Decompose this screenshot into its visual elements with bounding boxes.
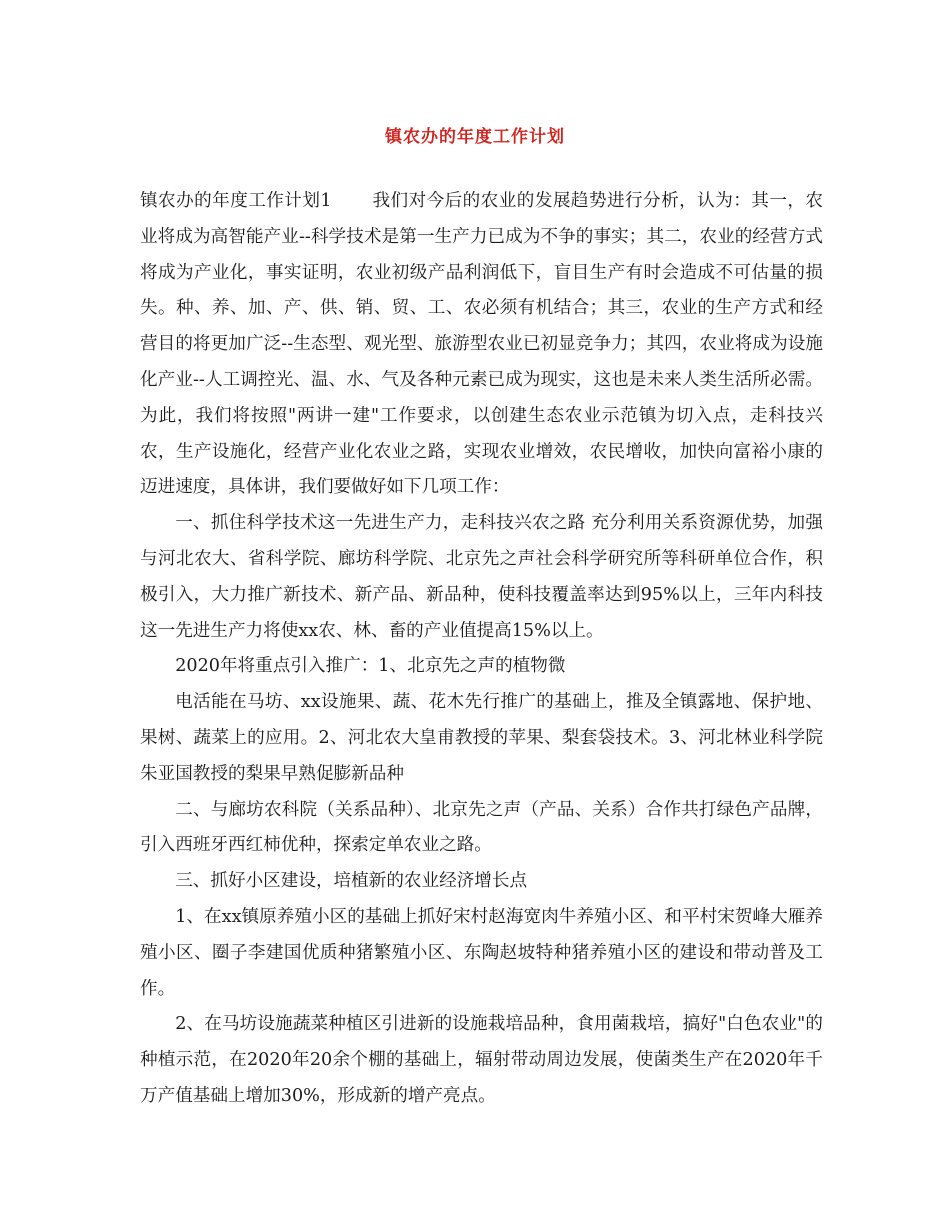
paragraph-4: 二、与廊坊农科院（关系品种）、北京先之声（产品、关系）合作共打绿色产品牌，引入西班牙西红柿优种，探索定单农业之路。	[140, 799, 823, 856]
paragraph-3: 电活能在马坊、xx设施果、蔬、花木先行推广的基础上，推及全镇露地、保护地、果树、蔬菜上的应用。2、河北农大皇甫教授的苹果、梨套袋技术。3、河北林业科学院朱亚国教授的梨果早熟促膨新品种	[140, 692, 823, 784]
paragraph-2: 2020年将重点引入推广：1、北京先之声的植物微	[175, 656, 566, 677]
document-title: 镇农办的年度工作计划	[385, 127, 565, 147]
paragraph-6: 1、在xx镇原养殖小区的基础上抓好宋村赵海宽肉牛养殖小区、和平村宋贺峰大雁养殖小区、圈子李建国优质种猪繁殖小区、东陶赵坡特种猪养殖小区的建设和带动普及工作。	[140, 906, 823, 999]
intro-paragraph	[140, 184, 823, 506]
paragraph-5: 三、抓好小区建设，培植新的农业经济增长点	[175, 871, 528, 892]
paragraph-1: 一、抓住科学技术这一先进生产力，走科技兴农之路 充分利用关系资源优势，加强与河北农大、省科学院、廊坊科学院、北京先之声社会科学研究所等科研单位合作，积极引入，大力推广新技术、新产品、新品种，使科技覆盖率达到95%以上，三年内科技这一先进生产力将使xx农、林、畜的产业值提高15%以上。	[140, 513, 823, 641]
paragraph-7: 2、在马坊设施蔬菜种植区引进新的设施栽培品种，食用菌栽培，搞好"白色农业"的种植示范，在2020年20余个棚的基础上，辐射带动周边发展，使菌类生产在2020年千万产值基础上增加30%，形成新的增产亮点。	[140, 1014, 823, 1106]
document-body	[140, 184, 823, 1115]
intro-heading: 镇农办的年度工作计划1	[140, 191, 332, 211]
intro-text: 我们对今后的农业的发展趋势进行分析，认为：其一，农业将成为高智能产业--科学技术是第一生产力已成为不争的事实；其二，农业的经营方式将成为产业化，事实证明，农业初级产品利润低下，盲目生产有时会造成不可估量的损失。种、养、加、产、供、销、贸、工、农必须有机结合；其三，农业的生产方式和经营目的将更加广泛--生态型、观光型、旅游型农业已初显竞争力；其四，农业将成为设施化产业--人工调控光、温、水、气及各种元素已成为现实，这也是未来人类生活所必需。为此，我们将按照"两讲一建"工作要求，以创建生态农业示范镇为切入点，走科技兴农，生产设施化，经营产业化农业之路，实现农业增效，农民增收，加快向富裕小康的迈进速度，具体讲，我们要做好如下几项工作：	[140, 191, 823, 498]
